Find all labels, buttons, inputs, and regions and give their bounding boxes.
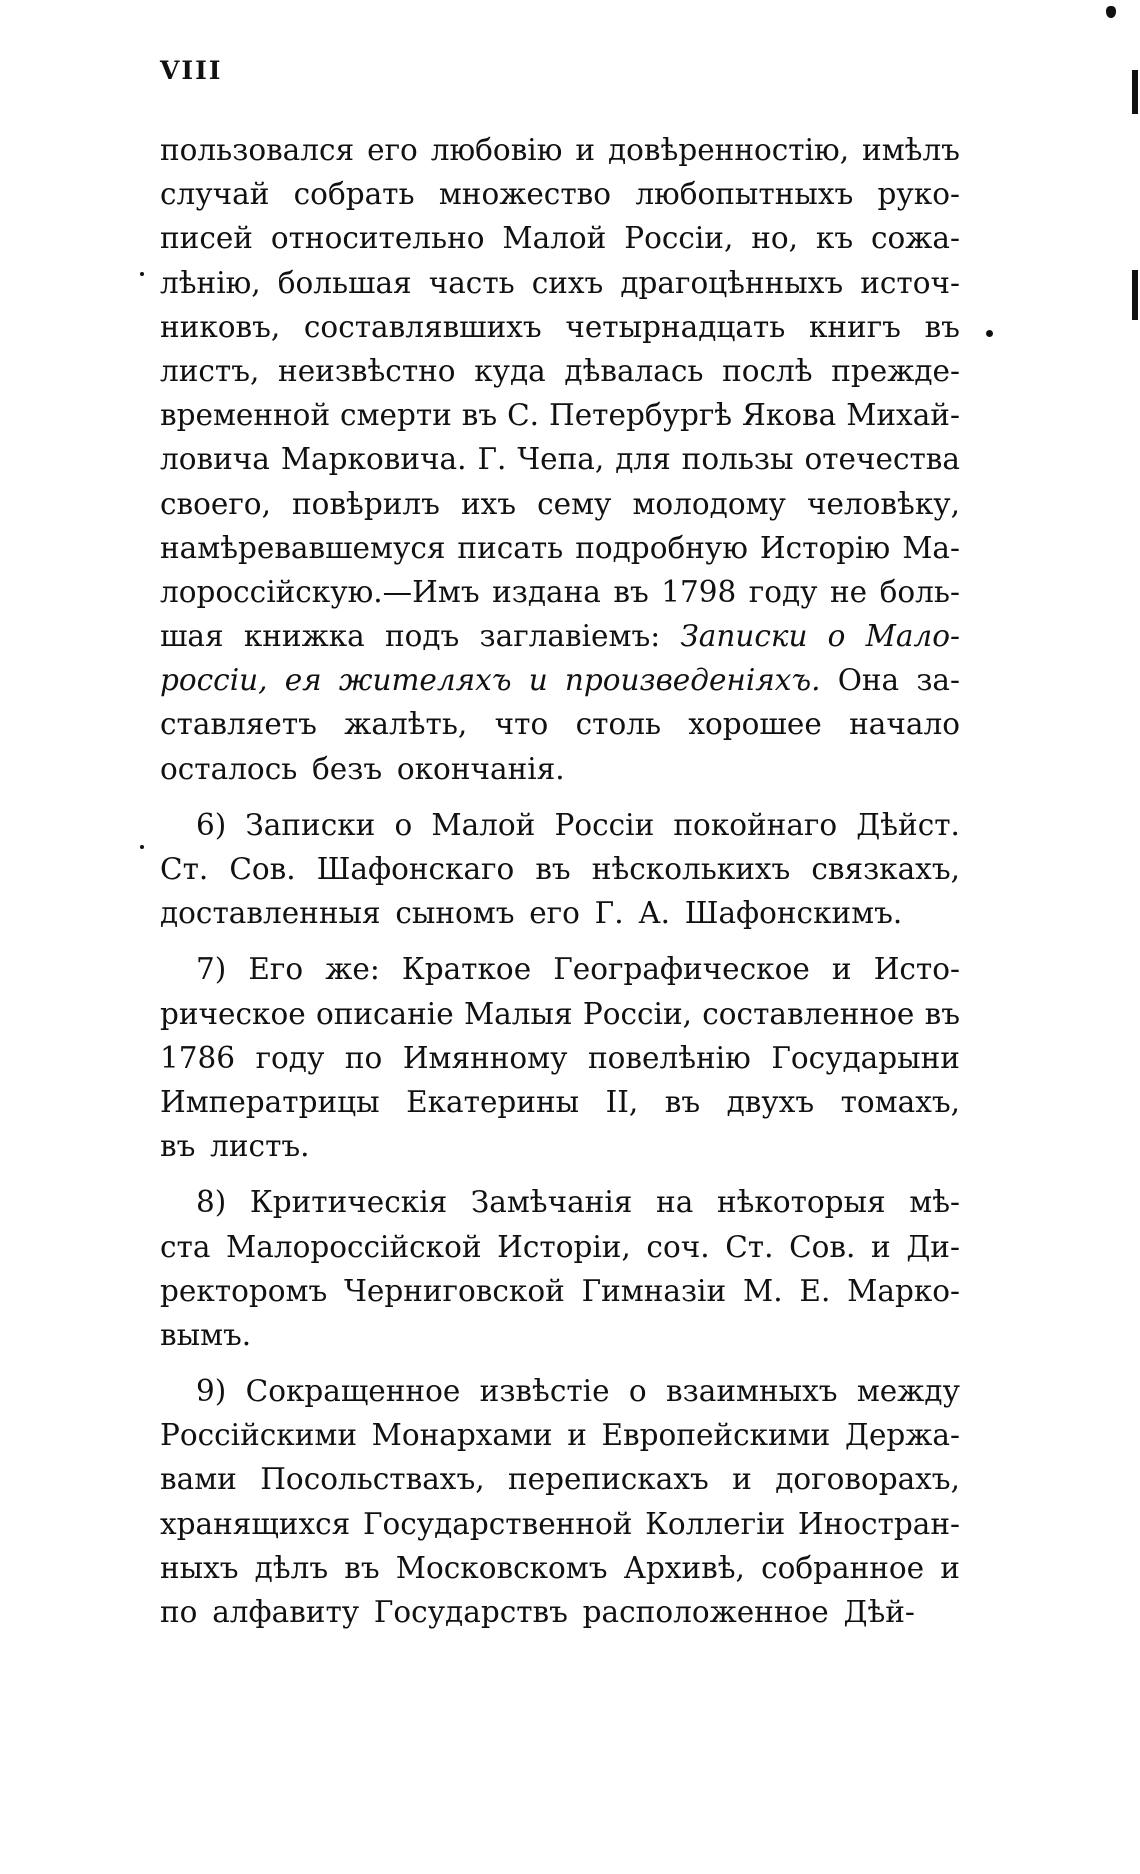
text-line: по алфавиту Государствъ расположенное Дѣй- (160, 1595, 915, 1629)
paragraph-item-7 (160, 947, 960, 1168)
paragraph-intro (160, 128, 960, 791)
paragraph-gap (160, 1357, 960, 1369)
text-line: вами Посольствахъ, перепискахъ и договорахъ, (160, 1462, 960, 1497)
paragraph-gap (160, 791, 960, 803)
text-line: никовъ, составлявшихъ четырнадцать книгъ въ (160, 309, 960, 344)
text-line: временной смерти въ С. Петербургѣ Якова Михай- (160, 398, 960, 433)
text-line: ловича Марковича. Г. Чепа, для пользы отечества (160, 442, 960, 477)
text-line: писей относительно Малой Россіи, но, къ сожа- (160, 221, 960, 256)
page-edge-shadow (1132, 270, 1138, 320)
text-line: хранящихся Государственной Коллегіи Иностран- (160, 1506, 960, 1541)
text-line: Императрицы Екатерины II, въ двухъ томахъ, (160, 1084, 960, 1119)
text-line: доставленныя сыномъ его Г. А. Шафонскимъ. (160, 896, 903, 931)
paragraph-gap (160, 1168, 960, 1180)
text-line: листъ, неизвѣстно куда дѣвалась послѣ прежде- (160, 353, 960, 388)
paragraph-item-8 (160, 1180, 960, 1357)
paragraph-gap (160, 935, 960, 947)
text-line: шая книжка подъ заглавіемъ: Записки о Мало- (160, 619, 960, 654)
text-line: рическое описаніе Малыя Россіи, составленное въ (160, 996, 960, 1031)
page-number: VIII (160, 56, 223, 85)
text-line: 1786 году по Имянному повелѣнію Государыни (160, 1040, 960, 1075)
text-line: 8) Критическія Замѣчанія на нѣкоторыя мѣ- (196, 1185, 960, 1220)
text-line: россіи, ея жителяхъ и произведеніяхъ. Она за- (160, 663, 960, 698)
ink-speck (140, 845, 144, 849)
text-line: въ листъ. (160, 1129, 310, 1164)
paragraph-item-9 (160, 1369, 960, 1634)
text-line: лѣнію, большая часть сихъ драгоцѣнныхъ источ- (160, 265, 960, 300)
text-line: Россійскими Монархами и Европейскими Держа- (160, 1418, 960, 1453)
text-line: намѣревавшемуся писать подробную Исторію Ма- (160, 530, 960, 565)
paragraph-item-6 (160, 803, 960, 936)
text-line: лороссійскую.—Имъ издана въ 1798 году не боль- (160, 574, 960, 609)
text-line: Ст. Сов. Шафонскаго въ нѣсколькихъ связкахъ, (160, 852, 960, 886)
text-line: своего, повѣрилъ ихъ сему молодому человѣку, (160, 486, 960, 521)
text-line: ректоромъ Черниговской Гимназіи М. Е. Марко- (160, 1273, 960, 1308)
printer-mark (1106, 6, 1116, 18)
ink-speck (140, 272, 144, 276)
text-line: осталось безъ окончанія. (160, 751, 565, 786)
text-line: ставляетъ жалѣть, что столь хорошее начало (160, 707, 960, 742)
main-text (160, 128, 960, 1634)
text-line: случай собрать множество любопытныхъ руко- (160, 177, 960, 212)
text-line: 6) Записки о Малой Россіи покойнаго Дѣйст. (196, 807, 960, 842)
text-line: ста Малороссійской Исторіи, соч. Ст. Сов. и Ди- (160, 1229, 960, 1264)
text-line: ныхъ дѣлъ въ Московскомъ Архивѣ, собранное и (160, 1550, 960, 1585)
text-line: пользовался его любовію и довѣренностію, имѣлъ (160, 133, 960, 167)
ink-speck (986, 330, 993, 337)
text-line: 9) Сокращенное извѣстіе о взаимныхъ между (196, 1374, 960, 1409)
page-edge-shadow (1132, 70, 1138, 114)
text-line: 7) Его же: Краткое Географическое и Исто- (196, 952, 960, 987)
text-line: вымъ. (160, 1317, 252, 1352)
